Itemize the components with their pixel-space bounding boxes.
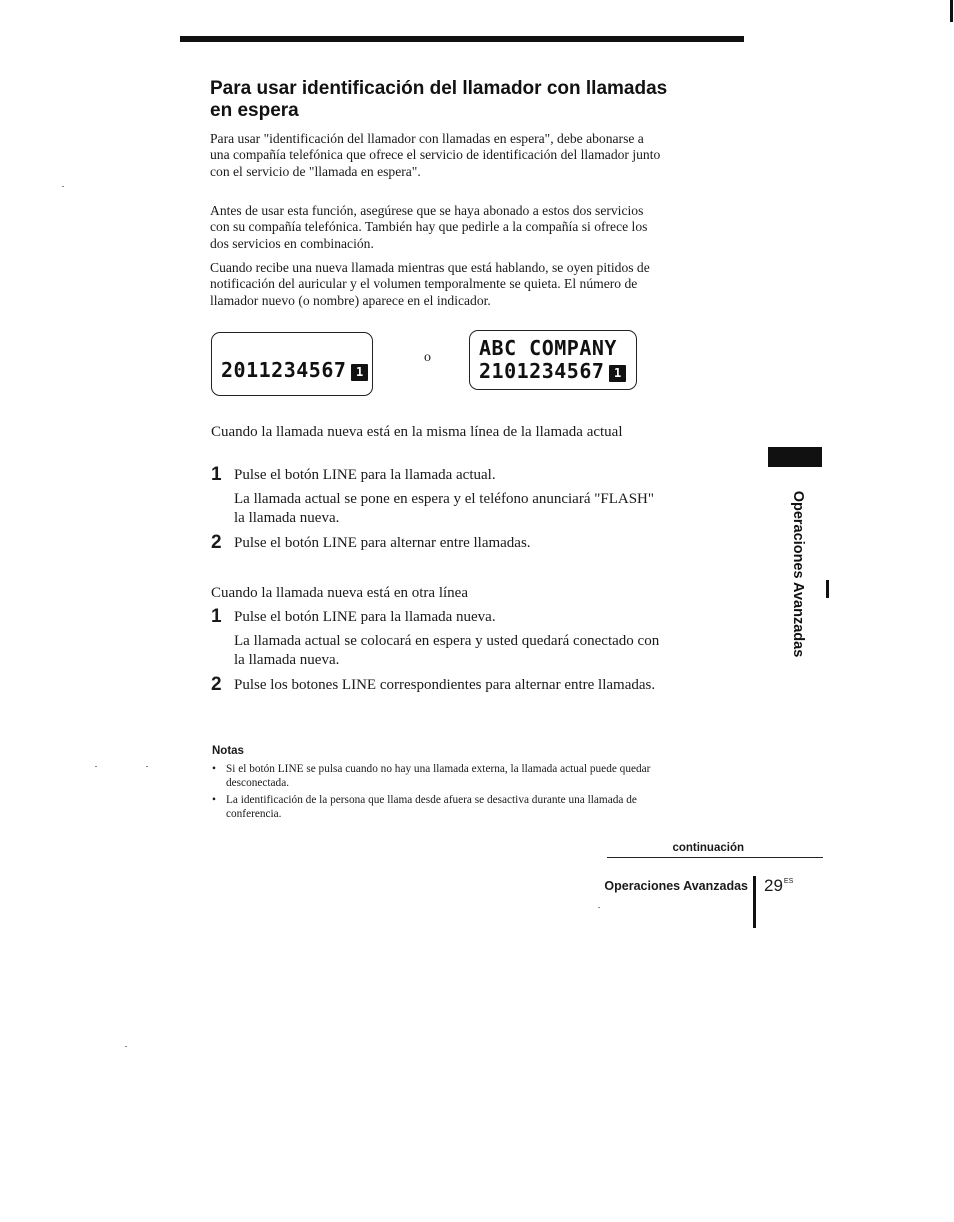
page-number: [764, 876, 793, 896]
step-number: 1: [211, 606, 222, 627]
page-language-code: ES: [783, 878, 794, 885]
side-section-label-text: Operaciones Avanzadas: [790, 490, 806, 658]
notes-heading: Notas: [212, 745, 244, 757]
scan-speck: [95, 766, 97, 767]
lcd-number: 2101234567: [479, 359, 605, 383]
lcd-name: ABC COMPANY: [479, 336, 617, 360]
display-separator: o: [424, 350, 431, 365]
same-line-heading: Cuando la llamada nueva está en la misma línea de la llamada actual: [211, 424, 623, 440]
intro-paragraph-3: Cuando recibe una nueva llamada mientras que está hablando, se oyen pitidos de notificación del auricular y el volumen temporalmente se quieta. El número de llamador nuevo (o nombre) aparece en el indicador.: [210, 260, 650, 308]
top-rule: [180, 36, 744, 42]
step-number: 2: [211, 532, 222, 553]
step-detail: La llamada actual se colocará en espera y usted quedará conectado con la llamada nueva.: [234, 633, 660, 668]
margin-mark: [826, 580, 829, 598]
corner-crop-mark: [950, 0, 953, 22]
scan-speck: [146, 766, 148, 767]
scan-speck: [62, 186, 64, 187]
note-item: • Si el botón LINE se pulsa cuando no hay una llamada externa, la llamada actual puede quedar desconectada.: [212, 762, 652, 791]
other-line-heading: Cuando la llamada nueva está en otra línea: [211, 585, 468, 601]
step-detail: La llamada actual se pone en espera y el teléfono anunciará "FLASH" la llamada nueva.: [234, 491, 654, 526]
line-indicator-badge: 1: [609, 365, 626, 382]
section-title: Para usar identificación del llamador con llamadas en espera: [210, 78, 668, 121]
intro-paragraph-1: Para usar "identificación del llamador con llamadas en espera", debe abonarse a una compañía telefónica que ofrece el servicio de identificación del llamador junto con el servicio de "llamada en espera".: [210, 131, 661, 179]
step-number: 1: [211, 464, 222, 485]
scan-speck: [598, 907, 600, 908]
step-text: Pulse el botón LINE para alternar entre llamadas.: [234, 535, 531, 551]
step-text: Pulse el botón LINE para la llamada nueva.: [234, 609, 496, 625]
notes-list: [212, 762, 652, 824]
step-text: Pulse el botón LINE para la llamada actual.: [234, 467, 496, 483]
continuation-label: continuación: [672, 842, 744, 854]
lcd-display-name: [469, 330, 637, 390]
footer-section-name: Operaciones Avanzadas: [604, 879, 748, 893]
page-number-value: 29: [764, 876, 783, 895]
continuation-rule: [607, 857, 823, 858]
note-item: • La identificación de la persona que llama desde afuera se desactiva durante una llamada de conferencia.: [212, 793, 652, 822]
lcd-number: 2011234567: [221, 358, 347, 382]
footer-divider: [753, 876, 756, 928]
step-text: Pulse los botones LINE correspondientes para alternar entre llamadas.: [234, 677, 656, 693]
intro-paragraph-2: Antes de usar esta función, asegúrese que se haya abonado a estos dos servicios con su compañía telefónica. También hay que pedirle a la compañía si ofrece los dos servicios en combinación.: [210, 203, 648, 251]
lcd-display-number: [211, 332, 373, 396]
line-indicator-badge: 1: [351, 364, 368, 381]
section-thumb-tab: [768, 447, 822, 467]
scan-speck: [125, 1046, 127, 1047]
step-number: 2: [211, 674, 222, 695]
